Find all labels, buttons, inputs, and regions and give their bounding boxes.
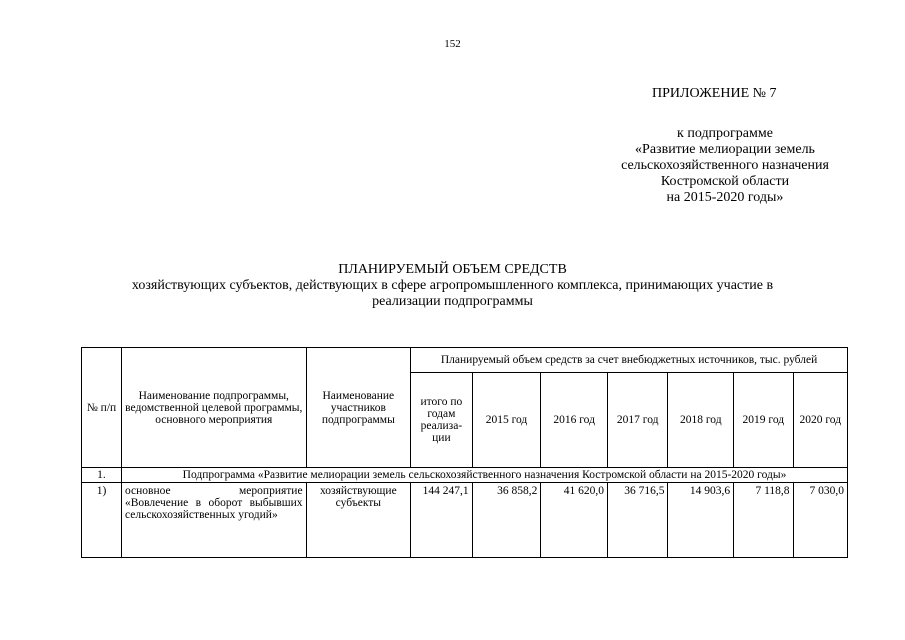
table-row: [82, 483, 848, 558]
row-value: 7 030,0: [793, 483, 847, 558]
appendix-title: ПРИЛОЖЕНИЕ № 7: [652, 86, 777, 101]
header-participants: Наименование участников подпрограммы: [306, 348, 411, 468]
row-value: 36 858,2: [472, 483, 541, 558]
header-num: № п/п: [82, 348, 122, 468]
header-year: 2017 год: [607, 373, 667, 468]
section-num: 1.: [82, 468, 122, 483]
table-section-row: [82, 468, 848, 483]
row-name: основное мероприятие «Вовлечение в оборот выбывших сельскохозяйственных угодий»: [121, 483, 306, 558]
row-value: 36 716,5: [607, 483, 667, 558]
appendix-subtitle-line: на 2015-2020 годы»: [666, 190, 784, 205]
appendix-subtitle-line: к подпрограмме: [677, 126, 773, 141]
header-year: 2020 год: [793, 373, 847, 468]
appendix-subtitle-line: «Развитие мелиорации земель: [635, 142, 815, 157]
row-num: 1): [82, 483, 122, 558]
row-participants: хозяйствующие субъекты: [306, 483, 411, 558]
row-value: 41 620,0: [541, 483, 608, 558]
appendix-subtitle-line: сельскохозяйственного назначения: [621, 158, 829, 173]
header-year: 2018 год: [668, 373, 734, 468]
document-title-line: реализации подпрограммы: [372, 294, 533, 309]
header-name: Наименование подпрограммы, ведомственной целевой программы, основного мероприятия: [121, 348, 306, 468]
document-title-main: ПЛАНИРУЕМЫЙ ОБЪЕМ СРЕДСТВ: [338, 262, 567, 277]
appendix-subtitle: [600, 126, 850, 206]
row-value: 7 118,8: [734, 483, 793, 558]
header-year: 2016 год: [541, 373, 608, 468]
appendix-subtitle-line: Костромской области: [660, 174, 790, 189]
funding-table: [81, 347, 848, 558]
document-title-line: хозяйствующих субъектов, действующих в сфере агропромышленного комплекса, принимающих участие в: [131, 278, 774, 293]
header-total: итого по годам реализа-ции: [411, 373, 473, 468]
document-title: [60, 262, 845, 310]
section-title: Подпрограмма «Развитие мелиорации земель сельскохозяйственного назначения Костромской области на 2015-2020 годы»: [121, 468, 847, 483]
header-year: 2015 год: [472, 373, 541, 468]
page-number: 152: [444, 38, 461, 50]
row-value: 14 903,6: [668, 483, 734, 558]
header-year: 2019 год: [734, 373, 793, 468]
row-total: 144 247,1: [411, 483, 473, 558]
header-funding-group: Планируемый объем средств за счет внебюджетных источников, тыс. рублей: [411, 348, 848, 373]
